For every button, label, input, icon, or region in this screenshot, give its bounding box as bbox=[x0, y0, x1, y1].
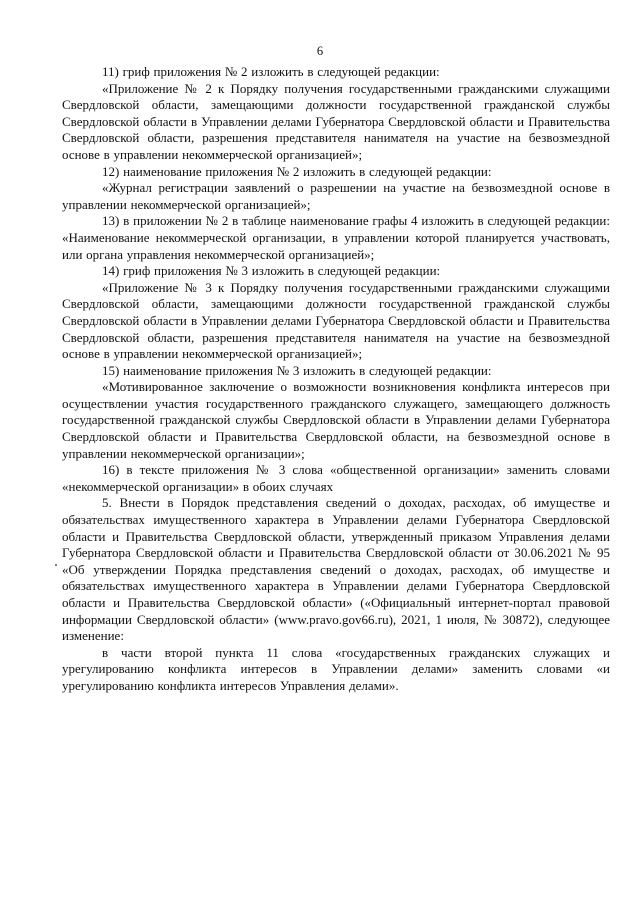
paragraph-item-16: 16) в тексте приложения № 3 слова «общественной организации» заменить словами «некоммерческой организации» в обоих случаях bbox=[62, 462, 610, 494]
paragraph-item-13: 13) в приложении № 2 в таблице наименование графы 4 изложить в следующей редакции: «Наименование некоммерческой организации, в управлении которой планируется участвовать, или органа управления некоммерческой организацией»; bbox=[62, 213, 610, 262]
paragraph-item-12: 12) наименование приложения № 2 изложить в следующей редакции: bbox=[102, 163, 492, 179]
margin-dot-mark bbox=[55, 564, 57, 566]
paragraph-item-14: 14) гриф приложения № 3 изложить в следующей редакции: bbox=[102, 263, 441, 279]
paragraph-item-15: 15) наименование приложения № 3 изложить в следующей редакции: bbox=[102, 362, 492, 378]
paragraph-section-5-change: в части второй пункта 11 слова «государственных гражданских служащих и урегулированию конфликта интересов в Управлении делами» заменить словами «и урегулированию конфликта интересов Управления делами». bbox=[62, 644, 610, 693]
paragraph-appendix-2-stamp-text: «Приложение № 2 к Порядку получения государственными гражданскими служащими Свердловской области, замещающими должности государственной гражданской службы Свердловской области в Управлении делами Губернатора Свердловской области и Правительства Свердловской области, разрешения представителя нанимателя на участие на безвозмездной основе в управлении некоммерческой организацией»; bbox=[62, 80, 610, 162]
paragraph-section-5: 5. Внести в Порядок представления сведений о доходах, расходах, об имуществе и обязательствах имущественного характера в Управлении делами Губернатора Свердловской области и Правительства Свердловской области, утвержденный приказом Управления делами Губернатора Свердловской области и Правительства Свердловской области от 30.06.2021 № 95 «Об утверждении Порядка представления сведений о доходах, расходах, об имуществе и обязательствах имущественного характера в Управлении делами Губернатора Свердловской области и Правительства Свердловской области» («Официальный интернет-портал правовой информации Свердловской области» (www.pravo.gov66.ru), 2021, 1 июля, № 30872), следующее изменение: bbox=[62, 495, 610, 644]
paragraph-appendix-3-stamp-text: «Приложение № 3 к Порядку получения государственными гражданскими служащими Свердловской области, замещающими должности государственной гражданской службы Свердловской области в Управлении делами Губернатора Свердловской области и Правительства Свердловской области, разрешения представителя нанимателя на участие на безвозмездной основе в управлении некоммерческой организацией»; bbox=[62, 279, 610, 362]
paragraph-item-11: 11) гриф приложения № 2 изложить в следующей редакции: bbox=[102, 64, 440, 79]
paragraph-conclusion-title-text: «Мотивированное заключение о возможности возникновения конфликта интересов при осуществлении участия государственного гражданского служащего, замещающего должность государственной гражданской службы Свердловской области в Управлении делами Губернатора Свердловской области и Правительства Свердловской области, на безвозмездной основе в управлении некоммерческой организации»; bbox=[62, 379, 610, 461]
paragraph-journal-title-text: «Журнал регистрации заявлений о разрешении на участие на безвозмездной основе в управлении некоммерческой организацией»; bbox=[62, 180, 610, 212]
page-number: 6 bbox=[316, 44, 324, 58]
document-body bbox=[62, 64, 610, 695]
